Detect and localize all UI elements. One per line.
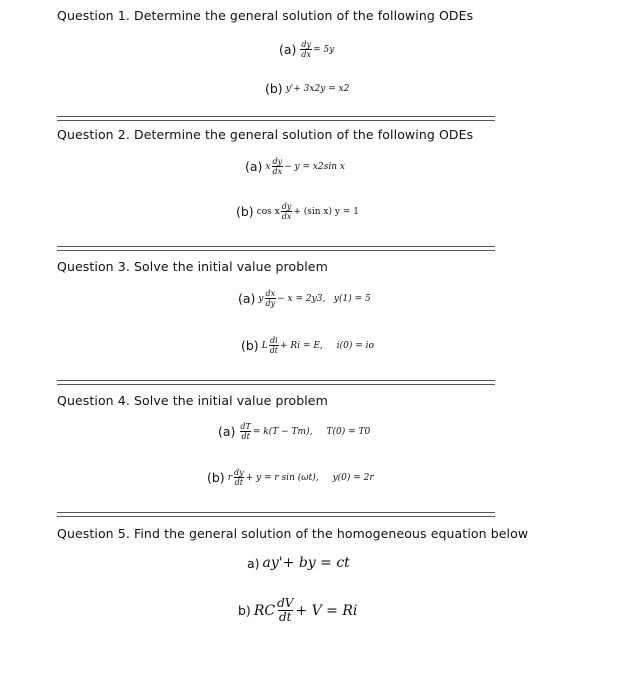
question-3-title: Question 3. Solve the initial value problem [57, 259, 328, 274]
q2-equation-a: (a) x $\frac{dy}{dx}$ − y = x 2 sin x [245, 157, 345, 176]
q1-equation-b: (b) y'+ 3x 2 y = x 2 [265, 81, 350, 96]
fraction: $\frac{dx}{dy}$ [265, 289, 276, 308]
fraction: $\frac{dy}{dx}$ [281, 202, 292, 221]
question-1-title: Question 1. Determine the general solution of the following ODEs [57, 8, 474, 23]
q3-equation-b: (b) L $\frac{di}{dt}$ + Ri = E, i(0) = i o [241, 336, 374, 355]
fraction: $\frac{dy}{dx}$ [272, 157, 283, 176]
fraction: $\frac{dy}{dt}$ [234, 468, 244, 487]
separator [57, 512, 495, 517]
q5-equation-a: a) ay'+ by = ct [247, 555, 350, 571]
q2-equation-b: (b) cos x $\frac{dy}{dx}$ + (sin x) y = 1 [236, 202, 359, 221]
fraction: $\frac{dV}{dt}$ [277, 596, 294, 624]
q4-equation-a: (a) $\frac{dT}{dt}$ = k(T − T m ), T(0) = T 0 [218, 422, 371, 441]
separator [57, 246, 495, 251]
question-5-title: Question 5. Find the general solution of the homogeneous equation below [57, 526, 529, 541]
question-4-title: Question 4. Solve the initial value problem [57, 393, 328, 408]
q1-equation-a: (a) $\frac{dy}{dx}$ = 5y [279, 40, 335, 59]
separator [57, 116, 495, 121]
q4-equation-b: (b) r $\frac{dy}{dt}$ + y = r sin (ωt), y(0) = 2r [207, 468, 374, 487]
fraction: $\frac{dy}{dx}$ [301, 40, 312, 59]
fraction: $\frac{di}{dt}$ [269, 336, 279, 355]
q5-equation-b: b) RC $\frac{dV}{dt}$ + V = Ri [238, 596, 358, 624]
q3-equation-a: (a) y $\frac{dx}{dy}$ − x = 2y 3 , y(1) = 5 [238, 289, 371, 308]
fraction: $\frac{dT}{dt}$ [240, 422, 251, 441]
question-2-title: Question 2. Determine the general solution of the following ODEs [57, 127, 474, 142]
separator [57, 380, 495, 385]
